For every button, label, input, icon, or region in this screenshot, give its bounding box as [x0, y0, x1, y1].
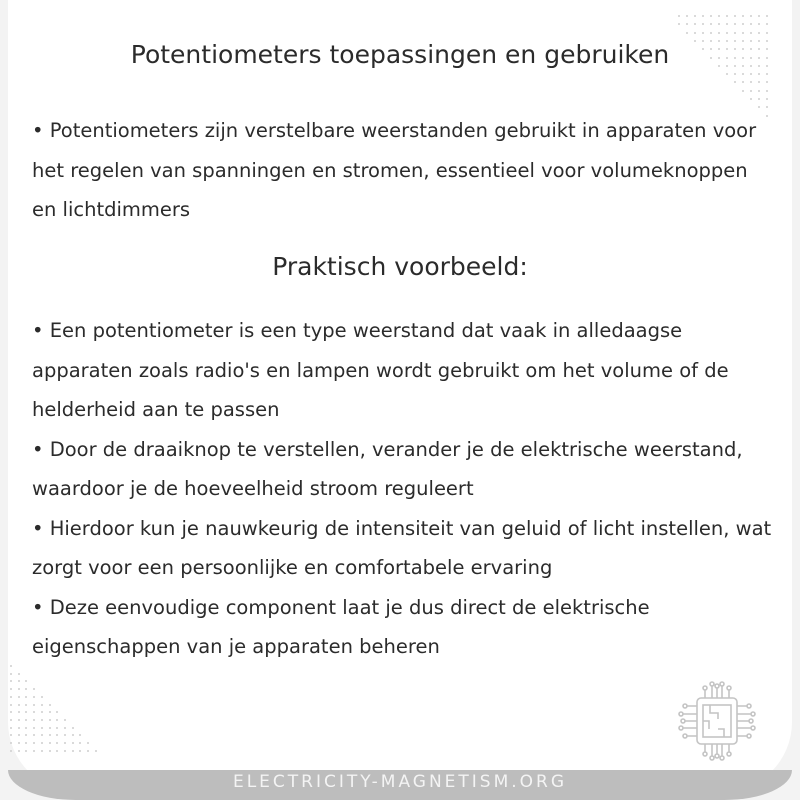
- dot: [18, 750, 20, 752]
- dot: [33, 696, 35, 698]
- dot: [10, 742, 12, 744]
- dot: [72, 750, 74, 752]
- dot: [18, 673, 20, 675]
- bullet-item: • Hierdoor kun je nauwkeurig de intensiteit van geluid of licht instellen, wat zorgt voor een persoonlijke en comfortabele ervaring: [32, 516, 772, 579]
- dot: [10, 719, 12, 721]
- dot: [18, 711, 20, 713]
- dot: [33, 727, 35, 729]
- dot: [686, 15, 688, 17]
- dot: [10, 665, 12, 667]
- dot: [49, 704, 51, 706]
- dot: [758, 98, 760, 100]
- dot: [734, 32, 736, 34]
- dot: [87, 742, 89, 744]
- dot: [18, 696, 20, 698]
- page-title: Potentiometers toepassingen en gebruiken: [130, 40, 670, 69]
- dot: [742, 32, 744, 34]
- footer-site-name: ELECTRICITY-MAGNETISM.ORG: [232, 772, 568, 792]
- bullet-item: • Een potentiometer is een type weerstand dat vaak in alledaagse apparaten zoals radio's en lampen wordt gebruikt om het volume of de helderheid aan te passen: [32, 319, 729, 421]
- dot: [10, 696, 12, 698]
- dot: [49, 750, 51, 752]
- dot: [41, 704, 43, 706]
- dot: [766, 98, 768, 100]
- dot: [758, 90, 760, 92]
- dot: [56, 750, 58, 752]
- dot: [742, 15, 744, 17]
- dot: [18, 727, 20, 729]
- dot: [64, 719, 66, 721]
- dot: [56, 727, 58, 729]
- dot: [18, 688, 20, 690]
- dot: [72, 727, 74, 729]
- dot: [758, 32, 760, 34]
- dot: [10, 750, 12, 752]
- dot: [678, 15, 680, 17]
- dot: [41, 750, 43, 752]
- dot: [33, 719, 35, 721]
- dot: [694, 32, 696, 34]
- bullet-item: • Door de draaiknop te verstellen, verander je de elektrische weerstand, waardoor je de hoeveelheid stroom reguleert: [32, 437, 743, 500]
- dot: [718, 15, 720, 17]
- dot: [41, 727, 43, 729]
- dot: [87, 750, 89, 752]
- bullet-list: [32, 311, 772, 667]
- dot: [33, 750, 35, 752]
- dot: [726, 32, 728, 34]
- dot: [41, 696, 43, 698]
- dot: [702, 32, 704, 34]
- dot: [694, 15, 696, 17]
- dot: [18, 719, 20, 721]
- dot: [750, 15, 752, 17]
- dot: [742, 90, 744, 92]
- footer-band: [8, 770, 792, 800]
- dot: [758, 15, 760, 17]
- intro-paragraph: [32, 111, 772, 230]
- dot: [750, 98, 752, 100]
- dot: [10, 727, 12, 729]
- dot: [72, 742, 74, 744]
- dot: [18, 704, 20, 706]
- dot: [49, 719, 51, 721]
- dot: [49, 742, 51, 744]
- dot: [41, 719, 43, 721]
- dot: [766, 90, 768, 92]
- dot: [726, 15, 728, 17]
- dot: [766, 15, 768, 17]
- dot: [710, 15, 712, 17]
- dot: [10, 704, 12, 706]
- dot: [750, 32, 752, 34]
- dot: [718, 32, 720, 34]
- dot: [710, 32, 712, 34]
- dot: [10, 673, 12, 675]
- dot: [750, 90, 752, 92]
- dot: [702, 15, 704, 17]
- intro-bullet: • Potentiometers zijn verstelbare weerstanden gebruikt in apparaten voor het regelen van spanningen en stromen, essentieel voor volumeknoppen en lichtdimmers: [32, 119, 757, 221]
- dot: [18, 742, 20, 744]
- dot: [64, 727, 66, 729]
- bullet-item: • Deze eenvoudige component laat je dus direct de elektrische eigenschappen van je apparaten beheren: [32, 595, 650, 658]
- section-subtitle: Praktisch voorbeeld:: [272, 252, 528, 281]
- circuit-chip-icon: [672, 676, 762, 766]
- dot: [41, 742, 43, 744]
- dot: [49, 711, 51, 713]
- dot: [33, 704, 35, 706]
- dot: [64, 742, 66, 744]
- dot: [766, 32, 768, 34]
- dot: [64, 750, 66, 752]
- dot: [95, 750, 97, 752]
- dot: [686, 32, 688, 34]
- dot: [49, 727, 51, 729]
- dot: [734, 15, 736, 17]
